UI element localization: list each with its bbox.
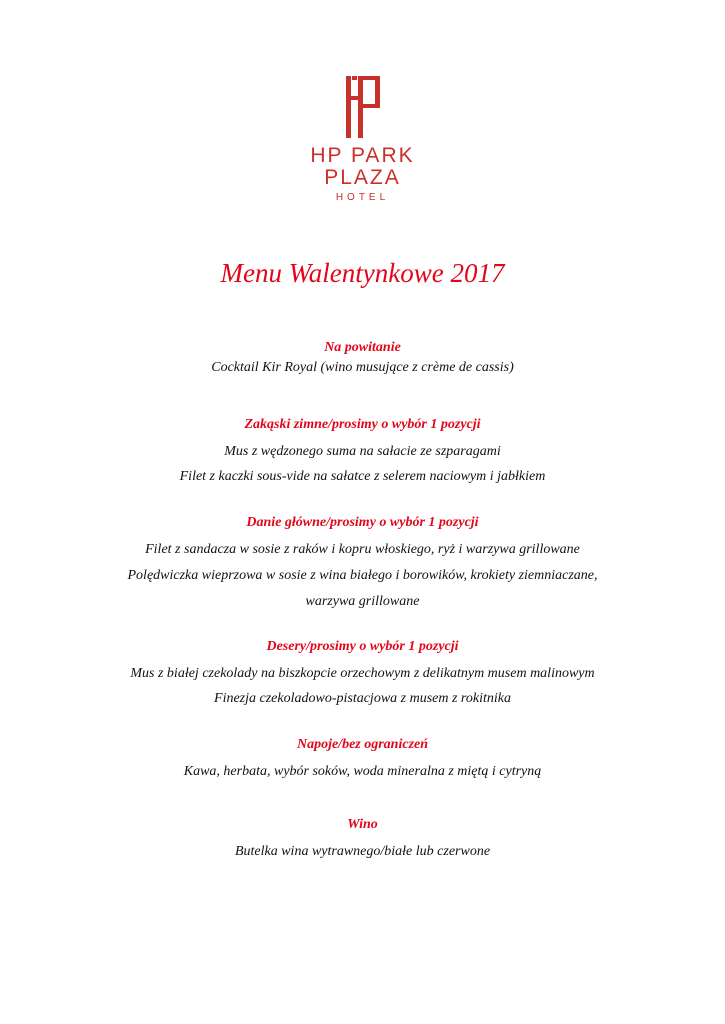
section-cold-starters [0, 415, 725, 489]
section-drinks [0, 735, 725, 784]
menu-title: Menu Walentynkowe 2017 [220, 258, 505, 288]
logo-text-line2: PLAZA [324, 166, 401, 189]
section-heading: Na powitanie [324, 340, 401, 355]
menu-list [0, 338, 725, 864]
section-main-course [0, 513, 725, 615]
section-heading: Danie główne/prosimy o wybór 1 pozycji [246, 515, 479, 530]
section-welcome [0, 338, 725, 378]
hp-monogram-icon [346, 76, 380, 138]
section-heading: Wino [347, 817, 378, 832]
section-heading: Zakąski zimne/prosimy o wybór 1 pozycji [244, 417, 481, 432]
section-wine [0, 815, 725, 864]
hotel-logo [0, 76, 725, 204]
menu-item: Filet z kaczki sous-vide na sałatce z selerem naciowym i jabłkiem [179, 469, 546, 484]
section-heading: Napoje/bez ograniczeń [296, 737, 429, 752]
menu-item: warzywa grillowane [305, 594, 420, 609]
menu-item: Mus z wędzonego suma na sałacie ze szparagami [224, 444, 501, 459]
menu-item: Polędwiczka wieprzowa w sosie z wina białego i borowików, krokiety ziemniaczane, [127, 568, 598, 583]
menu-item: Kawa, herbata, wybór soków, woda mineralna z miętą i cytryną [183, 764, 542, 779]
section-heading: Desery/prosimy o wybór 1 pozycji [266, 639, 459, 654]
menu-item: Filet z sandacza w sosie z raków i kopru włoskiego, ryż i warzywa grillowane [145, 542, 580, 557]
menu-item: Cocktail Kir Royal (wino musujące z crème de cassis) [211, 360, 514, 375]
logo-text-line1: HP PARK [310, 144, 415, 167]
section-desserts [0, 637, 725, 711]
menu-item: Mus z białej czekolady na biszkopcie orzechowym z delikatnym musem malinowym [130, 666, 595, 681]
menu-item: Finezja czekoladowo-pistacjowa z musem z rokitnika [214, 691, 511, 706]
menu-item: Butelka wina wytrawnego/białe lub czerwone [234, 844, 491, 859]
logo-text-line3: HOTEL [335, 192, 390, 203]
